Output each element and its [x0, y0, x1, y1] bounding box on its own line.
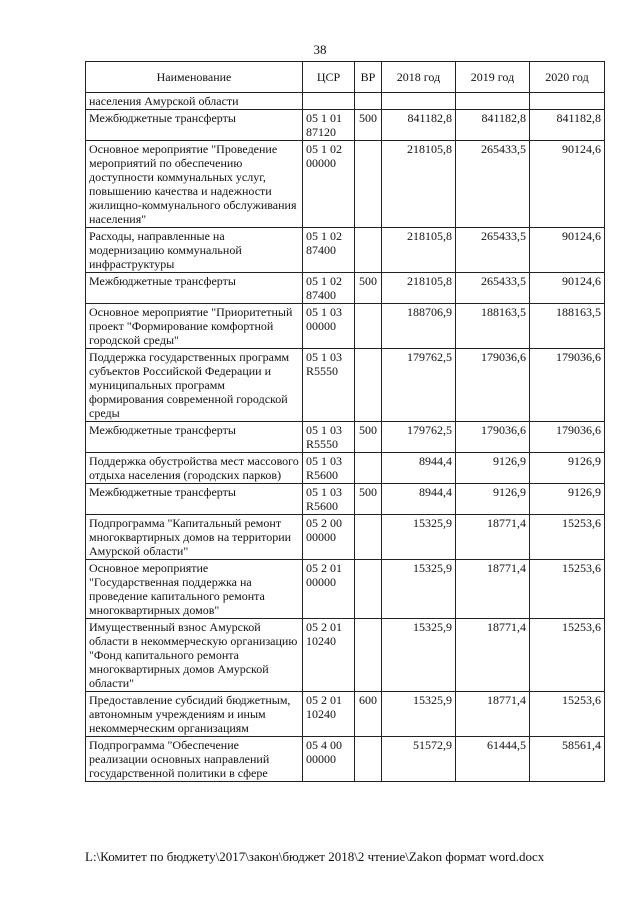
cell-name: Основное мероприятие "Проведение мероприятий по обеспечению доступности коммунальных услуг, повышению качества и надежности жилищно-коммунального обслуживания населения" [86, 141, 303, 228]
cell-2018: 15325,9 [382, 619, 456, 692]
table-body [86, 93, 605, 782]
table-row [86, 228, 605, 273]
cell-name: Поддержка государственных программ субъектов Российской Федерации и муниципальных программ формирования современной городской среды [86, 349, 303, 422]
cell-vr: 500 [355, 422, 382, 453]
cell-2019: 61444,5 [456, 737, 530, 782]
cell-vr [355, 515, 382, 560]
cell-2019: 18771,4 [456, 560, 530, 619]
cell-name: населения Амурской области [86, 93, 303, 110]
cell-2018: 8944,4 [382, 453, 456, 484]
cell-2019: 188163,5 [456, 304, 530, 349]
cell-vr [355, 560, 382, 619]
cell-2019 [456, 93, 530, 110]
cell-2020: 90124,6 [530, 228, 605, 273]
cell-csr: 05 1 03 R5550 [303, 349, 355, 422]
cell-name: Межбюджетные трансферты [86, 422, 303, 453]
header-vr: ВР [355, 62, 382, 93]
header-csr: ЦСР [303, 62, 355, 93]
table-row [86, 737, 605, 782]
cell-name: Подпрограмма "Капитальный ремонт многоквартирных домов на территории Амурской области" [86, 515, 303, 560]
cell-2020: 15253,6 [530, 619, 605, 692]
cell-2019: 841182,8 [456, 110, 530, 141]
header-2019: 2019 год [456, 62, 530, 93]
table-row [86, 304, 605, 349]
cell-vr: 500 [355, 110, 382, 141]
table-row [86, 141, 605, 228]
budget-table [85, 61, 605, 782]
cell-csr [303, 93, 355, 110]
cell-2018: 218105,8 [382, 141, 456, 228]
cell-2018: 15325,9 [382, 515, 456, 560]
cell-csr: 05 1 03 R5600 [303, 484, 355, 515]
cell-2019: 265433,5 [456, 273, 530, 304]
cell-vr [355, 304, 382, 349]
cell-vr: 500 [355, 484, 382, 515]
cell-name: Предоставление субсидий бюджетным, автономным учреждениям и иным некоммерческим организациям [86, 692, 303, 737]
table-row [86, 93, 605, 110]
cell-2018 [382, 93, 456, 110]
cell-2018: 179762,5 [382, 422, 456, 453]
table-row [86, 273, 605, 304]
table-header-row [86, 62, 605, 93]
cell-2020: 179036,6 [530, 422, 605, 453]
cell-2020: 58561,4 [530, 737, 605, 782]
cell-2019: 179036,6 [456, 422, 530, 453]
cell-2018: 841182,8 [382, 110, 456, 141]
cell-csr: 05 2 01 10240 [303, 619, 355, 692]
table-row [86, 349, 605, 422]
cell-2018: 218105,8 [382, 273, 456, 304]
cell-name: Подпрограмма "Обеспечение реализации основных направлений государственной политики в сфере [86, 737, 303, 782]
cell-csr: 05 2 01 00000 [303, 560, 355, 619]
cell-2020: 9126,9 [530, 453, 605, 484]
cell-name: Поддержка обустройства мест массового отдыха населения (городских парков) [86, 453, 303, 484]
cell-csr: 05 1 02 00000 [303, 141, 355, 228]
cell-2019: 179036,6 [456, 349, 530, 422]
cell-2020: 90124,6 [530, 273, 605, 304]
cell-vr [355, 737, 382, 782]
file-path-footer: L:\Комитет по бюджету\2017\закон\бюджет 2018\2 чтение\Zakon формат word.docx [85, 849, 545, 864]
cell-name: Расходы, направленные на модернизацию коммунальной инфраструктуры [86, 228, 303, 273]
cell-name: Основное мероприятие "Приоритетный проект "Формирование комфортной городской среды" [86, 304, 303, 349]
cell-2020: 188163,5 [530, 304, 605, 349]
cell-2018: 8944,4 [382, 484, 456, 515]
table-row [86, 110, 605, 141]
cell-2019: 18771,4 [456, 515, 530, 560]
page-number: 38 [313, 42, 327, 57]
cell-2018: 51572,9 [382, 737, 456, 782]
cell-2020: 15253,6 [530, 692, 605, 737]
cell-2020: 15253,6 [530, 515, 605, 560]
cell-csr: 05 1 03 R5600 [303, 453, 355, 484]
cell-csr: 05 1 02 87400 [303, 228, 355, 273]
cell-2020: 15253,6 [530, 560, 605, 619]
cell-2020 [530, 93, 605, 110]
cell-2020: 841182,8 [530, 110, 605, 141]
cell-2019: 9126,9 [456, 453, 530, 484]
cell-vr [355, 228, 382, 273]
cell-2019: 18771,4 [456, 619, 530, 692]
cell-name: Межбюджетные трансферты [86, 110, 303, 141]
cell-csr: 05 2 00 00000 [303, 515, 355, 560]
cell-vr [355, 619, 382, 692]
header-2018: 2018 год [382, 62, 456, 93]
cell-vr [355, 93, 382, 110]
table-row [86, 692, 605, 737]
cell-2018: 15325,9 [382, 560, 456, 619]
cell-vr: 600 [355, 692, 382, 737]
cell-vr: 500 [355, 273, 382, 304]
cell-2020: 90124,6 [530, 141, 605, 228]
cell-2018: 218105,8 [382, 228, 456, 273]
cell-name: Межбюджетные трансферты [86, 484, 303, 515]
cell-csr: 05 1 02 87400 [303, 273, 355, 304]
cell-csr: 05 1 03 R5550 [303, 422, 355, 453]
table-row [86, 422, 605, 453]
cell-csr: 05 4 00 00000 [303, 737, 355, 782]
cell-name: Межбюджетные трансферты [86, 273, 303, 304]
cell-2019: 265433,5 [456, 141, 530, 228]
cell-2020: 179036,6 [530, 349, 605, 422]
cell-csr: 05 1 01 87120 [303, 110, 355, 141]
cell-vr [355, 349, 382, 422]
cell-2018: 188706,9 [382, 304, 456, 349]
table-row [86, 515, 605, 560]
cell-vr [355, 141, 382, 228]
cell-2019: 9126,9 [456, 484, 530, 515]
cell-csr: 05 1 03 00000 [303, 304, 355, 349]
cell-vr [355, 453, 382, 484]
header-name: Наименование [86, 62, 303, 93]
table-row [86, 453, 605, 484]
cell-2020: 9126,9 [530, 484, 605, 515]
table-row [86, 619, 605, 692]
header-2020: 2020 год [530, 62, 605, 93]
cell-2019: 265433,5 [456, 228, 530, 273]
cell-2018: 15325,9 [382, 692, 456, 737]
cell-name: Имущественный взнос Амурской области в некоммерческую организацию "Фонд капитального ремонта многоквартирных домов Амурской области" [86, 619, 303, 692]
cell-2018: 179762,5 [382, 349, 456, 422]
cell-csr: 05 2 01 10240 [303, 692, 355, 737]
table-row [86, 560, 605, 619]
cell-2019: 18771,4 [456, 692, 530, 737]
table-row [86, 484, 605, 515]
cell-name: Основное мероприятие "Государственная поддержка на проведение капитального ремонта многоквартирных домов" [86, 560, 303, 619]
